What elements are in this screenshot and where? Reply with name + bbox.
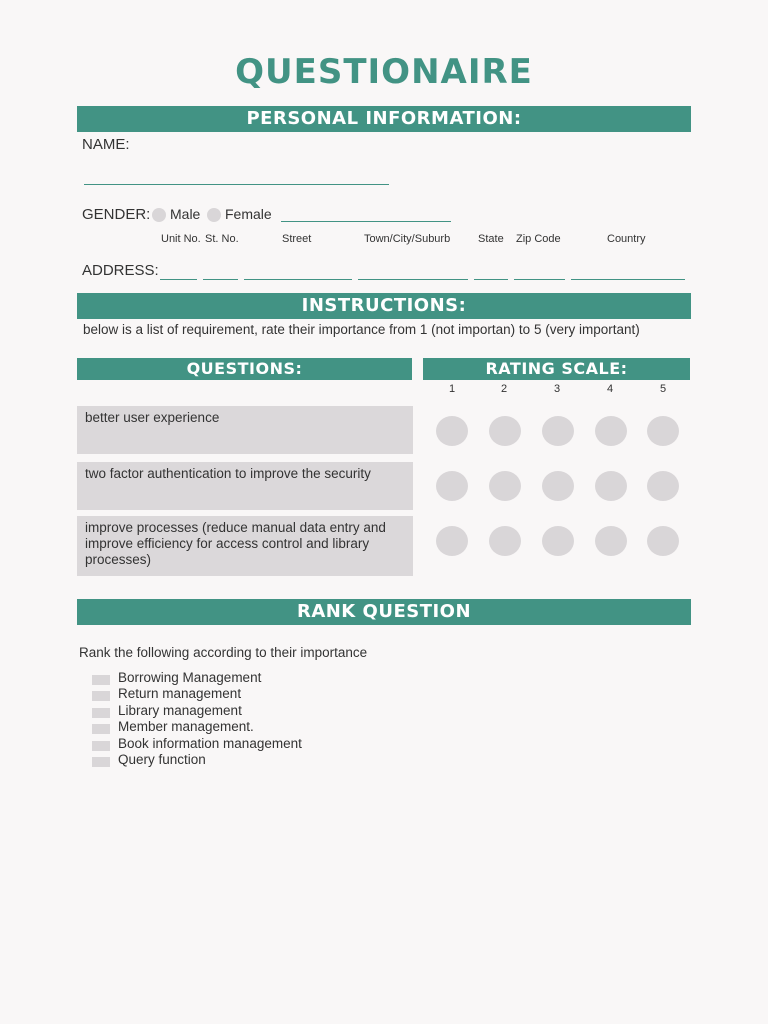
st-no-input-line[interactable] [203, 279, 238, 280]
gender-label: GENDER: [82, 206, 151, 223]
country-input-line[interactable] [571, 279, 685, 280]
rank-instruction: Rank the following according to their importance [79, 645, 368, 660]
rank-question-header: RANK QUESTION [77, 599, 691, 625]
male-option-label: Male [170, 206, 201, 222]
name-label: NAME: [82, 136, 130, 153]
rank-item-6: Query function [118, 752, 206, 767]
question-1: better user experience [77, 406, 413, 454]
rank-box-2[interactable] [92, 691, 110, 701]
rank-item-2: Return management [118, 686, 242, 701]
q1-rating-2[interactable] [489, 416, 521, 446]
q2-rating-5[interactable] [647, 471, 679, 501]
question-3: improve processes (reduce manual data entry and improve efficiency for access control and library processes) [77, 516, 413, 576]
q3-rating-2[interactable] [489, 526, 521, 556]
rank-box-1[interactable] [92, 675, 110, 685]
q3-rating-5[interactable] [647, 526, 679, 556]
instructions-header: INSTRUCTIONS: [77, 293, 691, 319]
rank-item-5: Book information management [118, 736, 302, 751]
unit-no-input-line[interactable] [160, 279, 197, 280]
rank-item-4: Member management. [118, 719, 254, 734]
rank-item-1: Borrowing Management [118, 670, 262, 685]
address-label: ADDRESS: [82, 262, 159, 279]
q3-rating-1[interactable] [436, 526, 468, 556]
page-title: QUESTIONAIRE [235, 52, 533, 92]
rating-scale-header: RATING SCALE: [423, 358, 690, 380]
q2-rating-4[interactable] [595, 471, 627, 501]
street-label: Street [282, 233, 312, 245]
q1-rating-1[interactable] [436, 416, 468, 446]
q1-rating-4[interactable] [595, 416, 627, 446]
rank-item-3: Library management [118, 703, 242, 718]
name-input-line[interactable] [84, 184, 389, 185]
st-no-label: St. No. [205, 233, 239, 245]
q1-rating-5[interactable] [647, 416, 679, 446]
rank-box-5[interactable] [92, 741, 110, 751]
street-input-line[interactable] [244, 279, 352, 280]
q1-rating-3[interactable] [542, 416, 574, 446]
female-option-label: Female [225, 206, 272, 222]
male-radio[interactable] [152, 208, 166, 222]
state-label: State [478, 233, 504, 245]
question-2: two factor authentication to improve the security [77, 462, 413, 510]
scale-label-5: 5 [659, 383, 667, 395]
gender-other-line[interactable] [281, 221, 451, 222]
zip-code-label: Zip Code [516, 233, 561, 245]
town-input-line[interactable] [358, 279, 468, 280]
rank-box-6[interactable] [92, 757, 110, 767]
q3-rating-3[interactable] [542, 526, 574, 556]
zip-code-input-line[interactable] [514, 279, 565, 280]
female-radio[interactable] [207, 208, 221, 222]
personal-information-header: PERSONAL INFORMATION: [77, 106, 691, 132]
q3-rating-4[interactable] [595, 526, 627, 556]
scale-label-1: 1 [448, 383, 456, 395]
unit-no-label: Unit No. [161, 233, 201, 245]
q2-rating-2[interactable] [489, 471, 521, 501]
town-label: Town/City/Suburb [364, 233, 451, 245]
state-input-line[interactable] [474, 279, 508, 280]
questions-header: QUESTIONS: [77, 358, 412, 380]
rank-box-4[interactable] [92, 724, 110, 734]
scale-label-3: 3 [553, 383, 561, 395]
rank-box-3[interactable] [92, 708, 110, 718]
country-label: Country [607, 233, 646, 245]
scale-label-2: 2 [500, 383, 508, 395]
instructions-text: below is a list of requirement, rate their importance from 1 (not importan) to 5 (very important) [83, 322, 640, 337]
q2-rating-3[interactable] [542, 471, 574, 501]
q2-rating-1[interactable] [436, 471, 468, 501]
scale-label-4: 4 [606, 383, 614, 395]
